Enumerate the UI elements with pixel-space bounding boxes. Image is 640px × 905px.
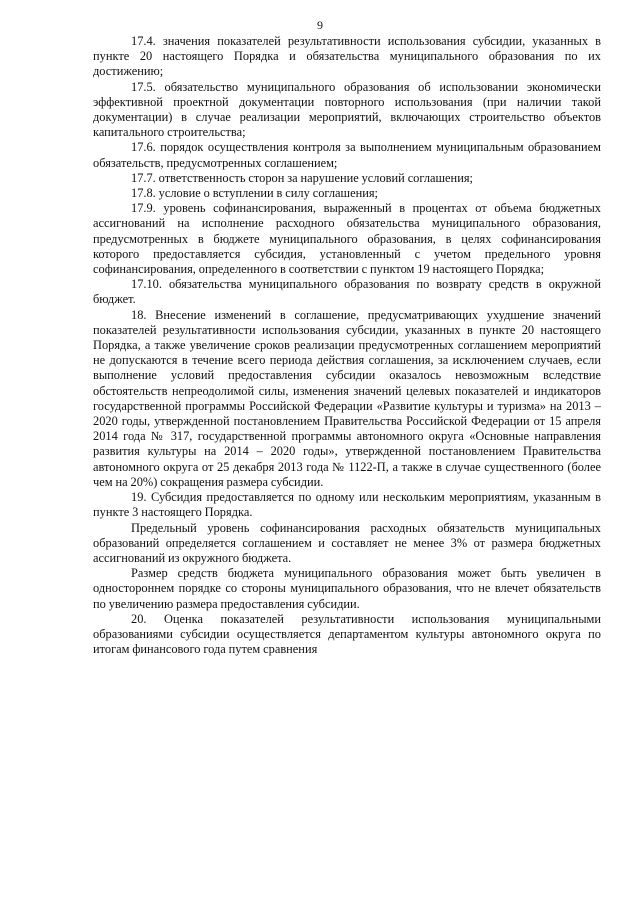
paragraph-17-9: 17.9. уровень софинансирования, выраженный в процентах от объема бюджетных ассигнований на исполнение расходного обязательства муниципального образования, предусмотренных в бюджете муниципального образования, в целях софинансирования которого предоставляется субсидия, установленный с учетом предельного уровня софинансирования, определенного в соответствии с пунктом 19 настоящего Порядка; xyxy=(93,201,601,277)
paragraph-17-10: 17.10. обязательства муниципального образования по возврату средств в окружной бюджет. xyxy=(93,277,601,307)
paragraph-18: 18. Внесение изменений в соглашение, предусматривающих ухудшение значений показателей результативности использования субсидии, указанных в пункте 20 настоящего Порядка, а также увеличение сроков реализации предусмотренных соглашением мероприятий не допускаются в течение всего периода действия соглашения, за исключением случаев, если выполнение условий предоставления субсидии оказалось невозможным вследствие обстоятельств непреодолимой силы, изменения значений целевых показателей и индикаторов государственной программы Российской Федерации «Развитие культуры и туризма» на 2013 – 2020 годы, утвержденной постановлением Правительства Российской Федерации от 15 апреля 2014 года № 317, государственной программы автономного округа «Основные направления развития культуры на 2014 – 2020 годы», утвержденной постановлением Правительства автономного округа от 25 декабря 2013 года № 1122-П, а также в случае существенного (более чем на 20%) сокращения размера субсидии. xyxy=(93,307,601,489)
paragraph-17-5: 17.5. обязательство муниципального образования об использовании экономически эффективной проектной документации повторного использования (при наличии такой документации) в случае реализации мероприятий, включающих строительство объектов капитального строительства; xyxy=(93,79,601,140)
paragraph-19-cofinancing-level: Предельный уровень софинансирования расходных обязательств муниципальных образований определяется соглашением и составляет не менее 3% от размера бюджетных ассигнований из окружного бюджета. xyxy=(93,520,601,565)
paragraph-17-7: 17.7. ответственность сторон за нарушение условий соглашения; xyxy=(131,170,473,185)
paragraph-20: 20. Оценка показателей результативности использования муниципальными образованиями субсидии осуществляется департаментом культуры автономного округа по итогам финансового года путем сравнения xyxy=(93,611,601,657)
page-number: 9 xyxy=(317,18,323,32)
document-body xyxy=(93,34,601,657)
paragraph-19: 19. Субсидия предоставляется по одному или нескольким мероприятиям, указанным в пункте 3 настоящего Порядка. xyxy=(93,490,601,520)
paragraph-19-budget-increase: Размер средств бюджета муниципального образования может быть увеличен в одностороннем порядке со стороны муниципального образования, что не влечет обязательств по увеличению размера предоставления субсидии. xyxy=(93,566,601,611)
paragraph-17-4: 17.4. значения показателей результативности использования субсидии, указанных в пункте 20 настоящего Порядка и обязательства муниципального образования по их достижению; xyxy=(93,34,601,79)
paragraph-17-6: 17.6. порядок осуществления контроля за выполнением муниципальным образованием обязательств, предусмотренных соглашением; xyxy=(93,140,601,170)
paragraph-17-8: 17.8. условие о вступлении в силу соглашения; xyxy=(131,186,378,201)
